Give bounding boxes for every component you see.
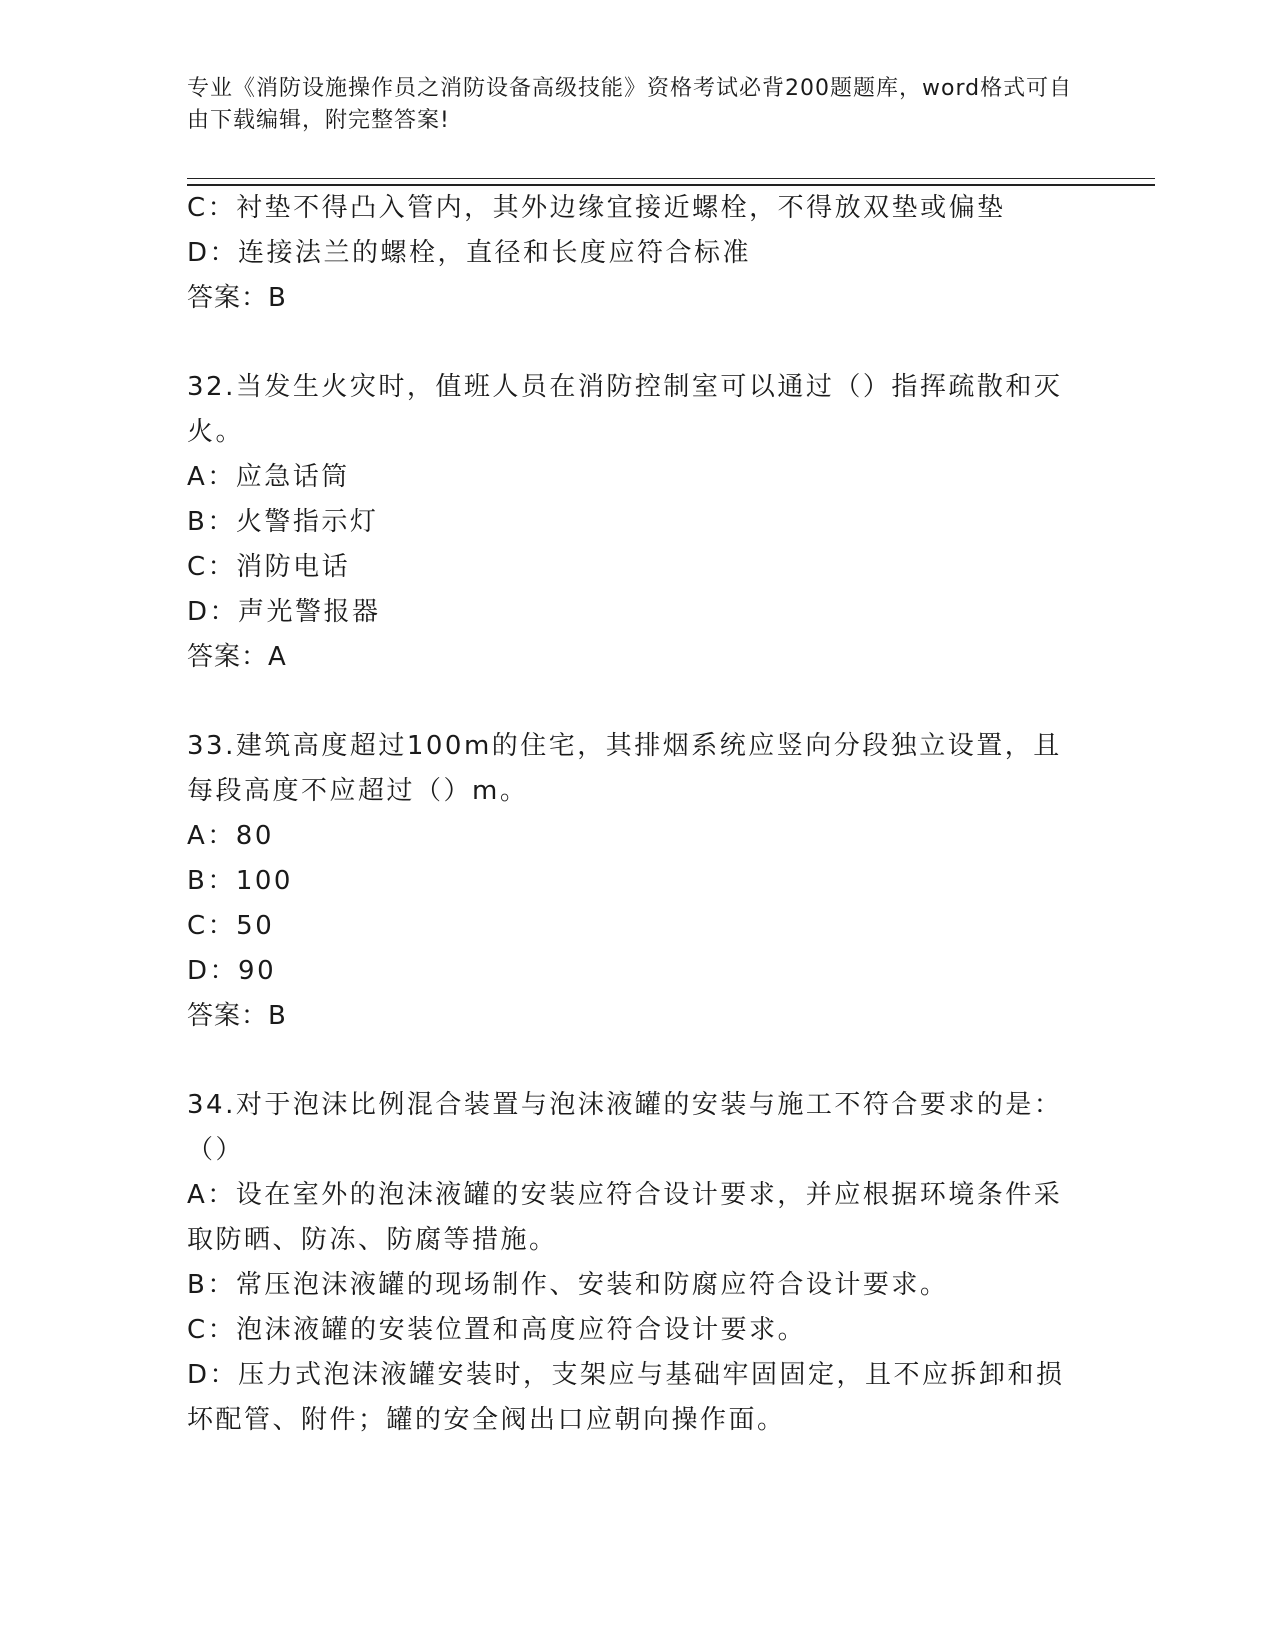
option-b: B：常压泡沫液罐的现场制作、安装和防腐应符合设计要求。 [187, 1270, 949, 1300]
option-c: C：衬垫不得凸入管内，其外边缘宜接近螺栓，不得放双垫或偏垫 [187, 193, 1006, 223]
answer-line: 答案：A [187, 642, 287, 672]
question-32 [187, 365, 1077, 680]
option-b: B：100 [187, 866, 293, 896]
option-d: D：声光警报器 [187, 597, 381, 627]
option-d: D：压力式泡沫液罐安装时，支架应与基础牢固固定，且不应拆卸和损坏配管、附件；罐的安全阀出口应朝向操作面。 [187, 1360, 1065, 1435]
question-stem: 33.建筑高度超过100m的住宅，其排烟系统应竖向分段独立设置，且每段高度不应超过（）m。 [187, 731, 1062, 806]
document-body [187, 186, 1077, 1443]
question-31-continued [187, 186, 1077, 321]
option-d: D：连接法兰的螺栓，直径和长度应符合标准 [187, 238, 752, 268]
question-33 [187, 724, 1077, 1039]
option-c: C：消防电话 [187, 552, 351, 582]
option-a: A：80 [187, 821, 274, 851]
question-stem: 34.对于泡沫比例混合装置与泡沫液罐的安装与施工不符合要求的是：（） [187, 1090, 1063, 1165]
option-c: C：泡沫液罐的安装位置和高度应符合设计要求。 [187, 1315, 807, 1345]
option-c: C：50 [187, 911, 275, 941]
question-34 [187, 1083, 1077, 1443]
header-divider [187, 178, 1155, 186]
option-b: B：火警指示灯 [187, 507, 379, 537]
question-stem: 32.当发生火灾时，值班人员在消防控制室可以通过（）指挥疏散和灭火。 [187, 372, 1063, 447]
option-a: A：设在室外的泡沫液罐的安装应符合设计要求，并应根据环境条件采取防晒、防冻、防腐等措施。 [187, 1180, 1063, 1255]
option-a: A：应急话筒 [187, 462, 350, 492]
option-d: D：90 [187, 956, 277, 986]
page-header: 专业《消防设施操作员之消防设备高级技能》资格考试必背200题题库，word格式可自由下载编辑，附完整答案! [187, 76, 1073, 133]
answer-line: 答案：B [187, 1001, 287, 1031]
answer-line: 答案：B [187, 283, 287, 313]
